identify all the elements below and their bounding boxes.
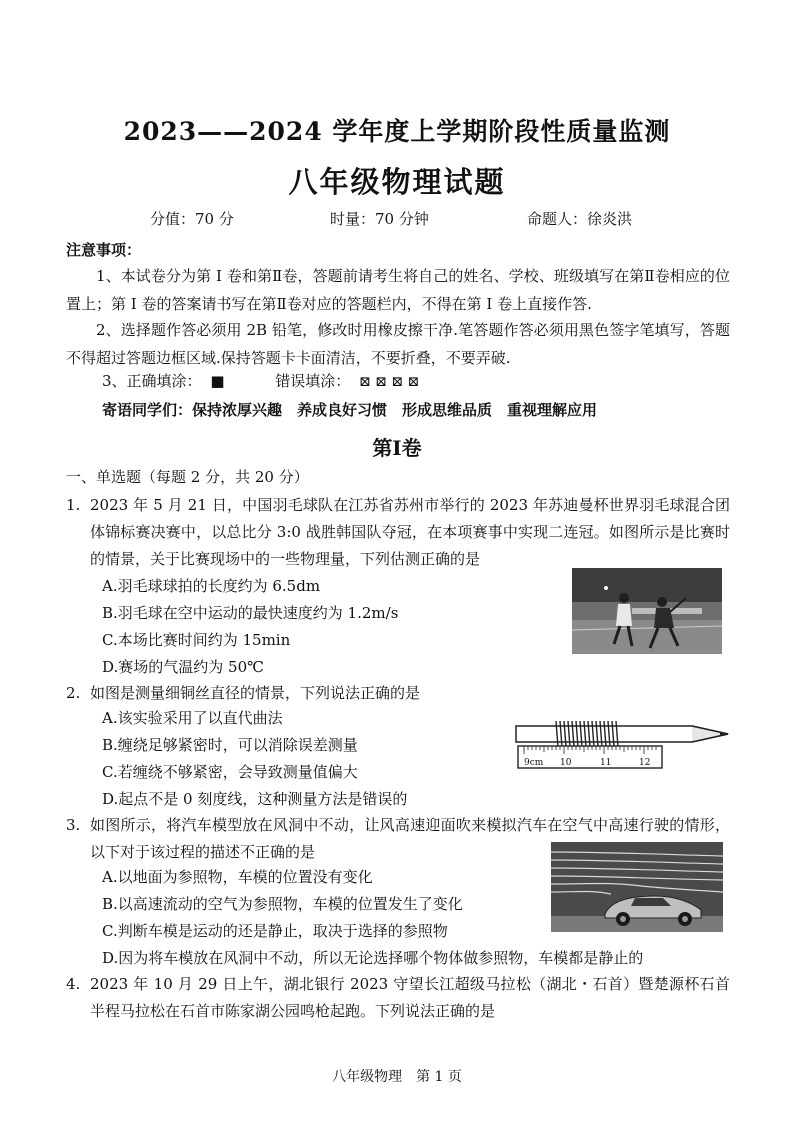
option-2b: B.缠绕足够紧密时，可以消除误差测量 [102, 736, 358, 754]
ruler-label-11: 11 [600, 758, 612, 768]
ruler-label-9cm: 9cm [524, 758, 544, 768]
question-stem: 2023 年 10 月 29 日上午，湖北银行 2023 守望长江超级马拉松（湖北・石首）暨楚源杯石首半程马拉松在石首市陈家湖公园鸣枪起跑。下列说法正确的是 [90, 975, 730, 1020]
question-stem: 2023 年 5 月 21 日，中国羽毛球队在江苏省苏州市举行的 2023 年苏迪曼杯世界羽毛球混合团体锦标赛决赛中，以总比分 3:0 战胜韩国队夺冠，在本项赛事中实现二连冠。如图所示是比赛时的情景，关于比赛现场中的一些物理量，下列估测正确的是 [90, 496, 730, 568]
exam-title: 2023——2024 学年度上学期阶段性质量监测 [123, 117, 671, 146]
option-2a: A.该实验采用了以直代曲法 [102, 709, 283, 727]
question-number: 3. [66, 816, 81, 834]
time-info: 时量：70 分钟 [330, 210, 429, 228]
notes-item-2: 2、选择题作答必须用 2B 铅笔，修改时用橡皮擦干净.笔答题作答必须用黑色签字笔填写，答题不得超过答题边框区域.保持答题卡卡面清洁，不要折叠，不要弄破. [66, 321, 730, 367]
wind-tunnel-photo [551, 842, 723, 932]
option-1c: C.本场比赛时间约为 15min [102, 631, 291, 649]
copper-wire-ruler-figure [512, 712, 732, 770]
option-2d: D.起点不是 0 刻度线，这种测量方法是错误的 [102, 790, 408, 808]
motto: 寄语同学们：保持浓厚兴趣 养成良好习惯 形成思维品质 重视理解应用 [102, 401, 598, 419]
exam-subtitle: 八年级物理试题 [288, 165, 506, 199]
option-3a: A.以地面为参照物，车模的位置没有变化 [102, 868, 373, 886]
correct-fill-label: 3、正确填涂： [102, 372, 202, 390]
option-1d: D.赛场的气温约为 50℃ [102, 658, 264, 676]
ruler-label-10: 10 [560, 758, 572, 768]
section-heading: 一、单选题（每题 2 分，共 20 分） [66, 468, 309, 486]
author-info: 命题人：徐炎洪 [527, 210, 633, 228]
question-number: 2. [66, 684, 81, 702]
question-stem: 如图是测量细铜丝直径的情景，下列说法正确的是 [90, 684, 421, 702]
option-2c: C.若缠绕不够紧密，会导致测量值偏大 [102, 763, 358, 781]
option-3d: D.因为将车模放在风洞中不动，所以无论选择哪个物体做参照物，车模都是静止的 [102, 949, 644, 967]
option-1a: A.羽毛球球拍的长度约为 6.5dm [102, 577, 321, 595]
question-number: 4. [66, 975, 81, 993]
notes-heading: 注意事项： [66, 241, 142, 259]
option-1b: B.羽毛球在空中运动的最快速度约为 1.2m/s [102, 604, 399, 622]
question-number: 1. [66, 496, 81, 514]
score-info: 分值：70 分 [150, 210, 234, 228]
fill-instructions [102, 370, 419, 391]
wrong-fill-marks: ⊠ ⊠ ⊠ ⊠ [359, 374, 420, 390]
volume-title: 第Ⅰ卷 [372, 436, 422, 460]
option-3c: C.判断车模是运动的还是静止，取决于选择的参照物 [102, 922, 448, 940]
option-3b: B.以高速流动的空气为参照物，车模的位置发生了变化 [102, 895, 463, 913]
question-4 [66, 971, 730, 1027]
question-1 [66, 492, 730, 576]
notes-item-1: 1、本试卷分为第 Ⅰ 卷和第Ⅱ卷，答题前请考生将自己的姓名、学校、班级填写在第Ⅱ卷相应的位置上；第 Ⅰ 卷的答案请书写在第Ⅱ卷对应的答题栏内，不得在第 Ⅰ 卷上直接作答. [66, 267, 730, 313]
ruler-label-12: 12 [639, 758, 651, 768]
wrong-fill-label: 错误填涂： [275, 372, 351, 390]
badminton-photo [572, 568, 722, 654]
page-footer: 八年级物理 第 1 页 [332, 1069, 462, 1085]
question-stem: 如图所示，将汽车模型放在风洞中不动，让风高速迎面吹来模拟汽车在空气中高速行驶的情形，以下对于该过程的描述不正确的是 [90, 816, 730, 861]
correct-fill-mark: ■ [210, 372, 223, 390]
